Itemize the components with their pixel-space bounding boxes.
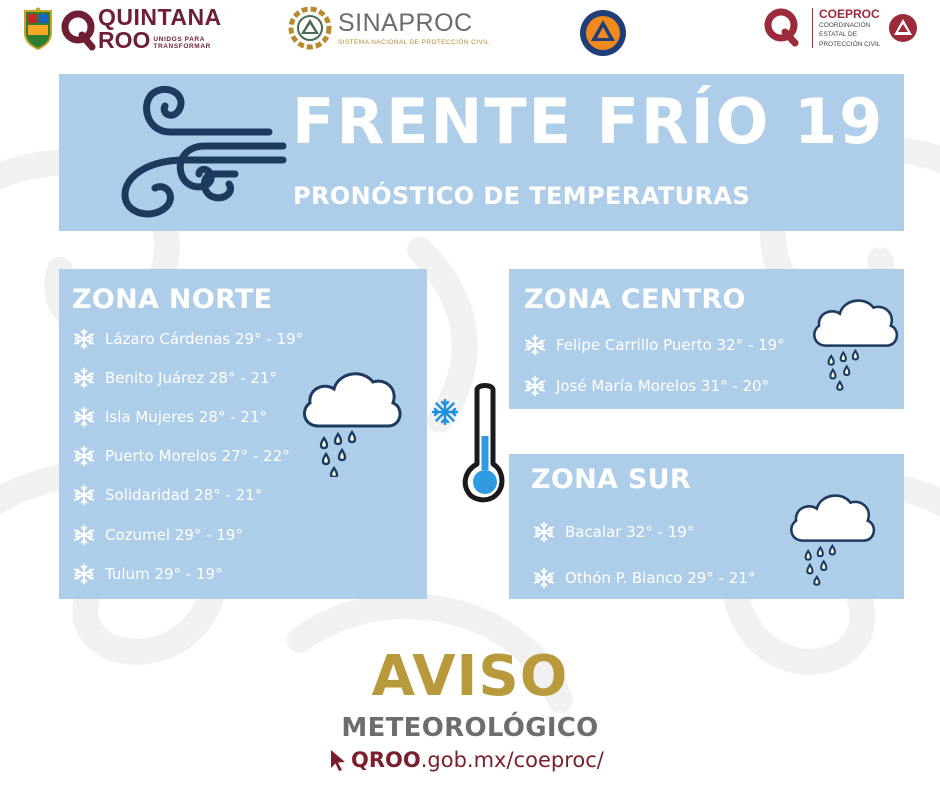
snowflake-icon	[73, 367, 95, 389]
coeproc-triangle-icon	[888, 13, 918, 43]
snowflake-icon	[73, 406, 95, 428]
snowflake-icon	[533, 521, 555, 543]
list-item	[73, 358, 303, 397]
zone-centro-panel	[509, 269, 904, 409]
list-item	[524, 324, 785, 365]
rain-cloud-icon	[807, 285, 902, 395]
cursor-icon	[328, 748, 348, 772]
website-link[interactable]	[328, 748, 604, 772]
city-temp: Solidaridad 28° - 21°	[105, 486, 263, 505]
city-temp: Bacalar 32° - 19°	[565, 523, 695, 541]
coeproc-subtitle-3: PROTECCIÓN CIVIL	[819, 40, 881, 48]
city-temp: Cozumel 29° - 19°	[105, 525, 243, 544]
banner-subtitle: PRONÓSTICO DE TEMPERATURAS	[293, 182, 751, 210]
snowflake-icon	[524, 375, 546, 397]
zone-centro-list	[524, 324, 785, 406]
quintana-roo-q-icon	[60, 7, 96, 51]
zone-sur-title: ZONA SUR	[531, 464, 691, 495]
city-temp: Tulum 29° - 19°	[105, 564, 223, 583]
list-item	[533, 555, 755, 601]
rain-cloud-icon	[296, 362, 406, 477]
coeproc-subtitle-2: ESTATAL DE	[819, 31, 858, 39]
zone-norte-title: ZONA NORTE	[72, 284, 273, 315]
city-temp: Benito Juárez 28° - 21°	[105, 368, 277, 387]
coeproc-subtitle-1: COORDINACIÓN	[819, 21, 871, 29]
quintana-name: QUINTANA	[98, 4, 222, 30]
zone-norte-list	[73, 319, 303, 593]
quintana-tagline	[153, 37, 211, 51]
sinaproc-subtitle: SISTEMA NACIONAL DE PROTECCIÓN CIVIL	[338, 38, 490, 46]
quintana-roo-logo	[22, 6, 222, 52]
list-item	[73, 515, 303, 554]
city-temp: Lázaro Cárdenas 29° - 19°	[105, 329, 304, 348]
title-banner	[59, 74, 904, 231]
tagline-line1: UNIDOS PARA	[153, 35, 206, 43]
zone-norte-panel	[59, 269, 427, 599]
coeproc-divider	[812, 8, 813, 48]
list-item	[73, 476, 303, 515]
snowflake-icon	[73, 563, 95, 585]
roo-name: ROO	[98, 27, 151, 53]
url-brand: QROO	[351, 748, 421, 772]
rain-cloud-icon	[784, 480, 879, 590]
snowflake-icon	[524, 334, 546, 356]
banner-title: FRENTE FRÍO 19	[292, 85, 885, 158]
list-item	[73, 437, 303, 476]
header-logos	[0, 0, 940, 62]
aviso-heading: AVISO	[371, 644, 569, 709]
proteccion-civil-emblem-icon	[578, 8, 628, 58]
city-temp: José María Morelos 31° - 20°	[556, 376, 770, 395]
city-temp: Puerto Morelos 27° - 22°	[105, 447, 290, 466]
city-temp: Isla Mujeres 28° - 21°	[105, 407, 267, 426]
zone-sur-panel	[509, 454, 904, 599]
snowflake-icon	[533, 567, 555, 589]
zone-centro-title: ZONA CENTRO	[524, 284, 746, 315]
thermometer-icon	[425, 380, 515, 505]
zone-sur-list	[533, 509, 755, 601]
snowflake-icon	[73, 524, 95, 546]
coeproc-title: COEPROC	[819, 6, 880, 21]
list-item	[524, 365, 785, 406]
list-item	[533, 509, 755, 555]
city-temp: Othón P. Blanco 29° - 21°	[565, 569, 756, 587]
sinaproc-title: SINAPROC	[338, 8, 473, 37]
city-temp: Felipe Carrillo Puerto 32° - 19°	[556, 335, 785, 354]
snowflake-icon	[73, 445, 95, 467]
state-crest-icon	[22, 7, 54, 51]
list-item	[73, 554, 303, 593]
coeproc-q-icon	[760, 6, 806, 50]
snowflake-icon	[73, 484, 95, 506]
coeproc-logo	[760, 6, 918, 50]
snowflake-icon	[73, 328, 95, 350]
sinaproc-emblem-icon	[288, 6, 332, 50]
tagline-line2: TRANSFORMAR	[153, 42, 211, 50]
sinaproc-logo	[288, 6, 489, 50]
meteorologico-subheading: METEOROLÓGICO	[341, 713, 599, 743]
url-path: .gob.mx/coeproc/	[420, 748, 604, 772]
list-item	[73, 397, 303, 436]
wind-icon	[95, 80, 289, 225]
proteccion-civil-logo	[578, 8, 628, 58]
list-item	[73, 319, 303, 358]
